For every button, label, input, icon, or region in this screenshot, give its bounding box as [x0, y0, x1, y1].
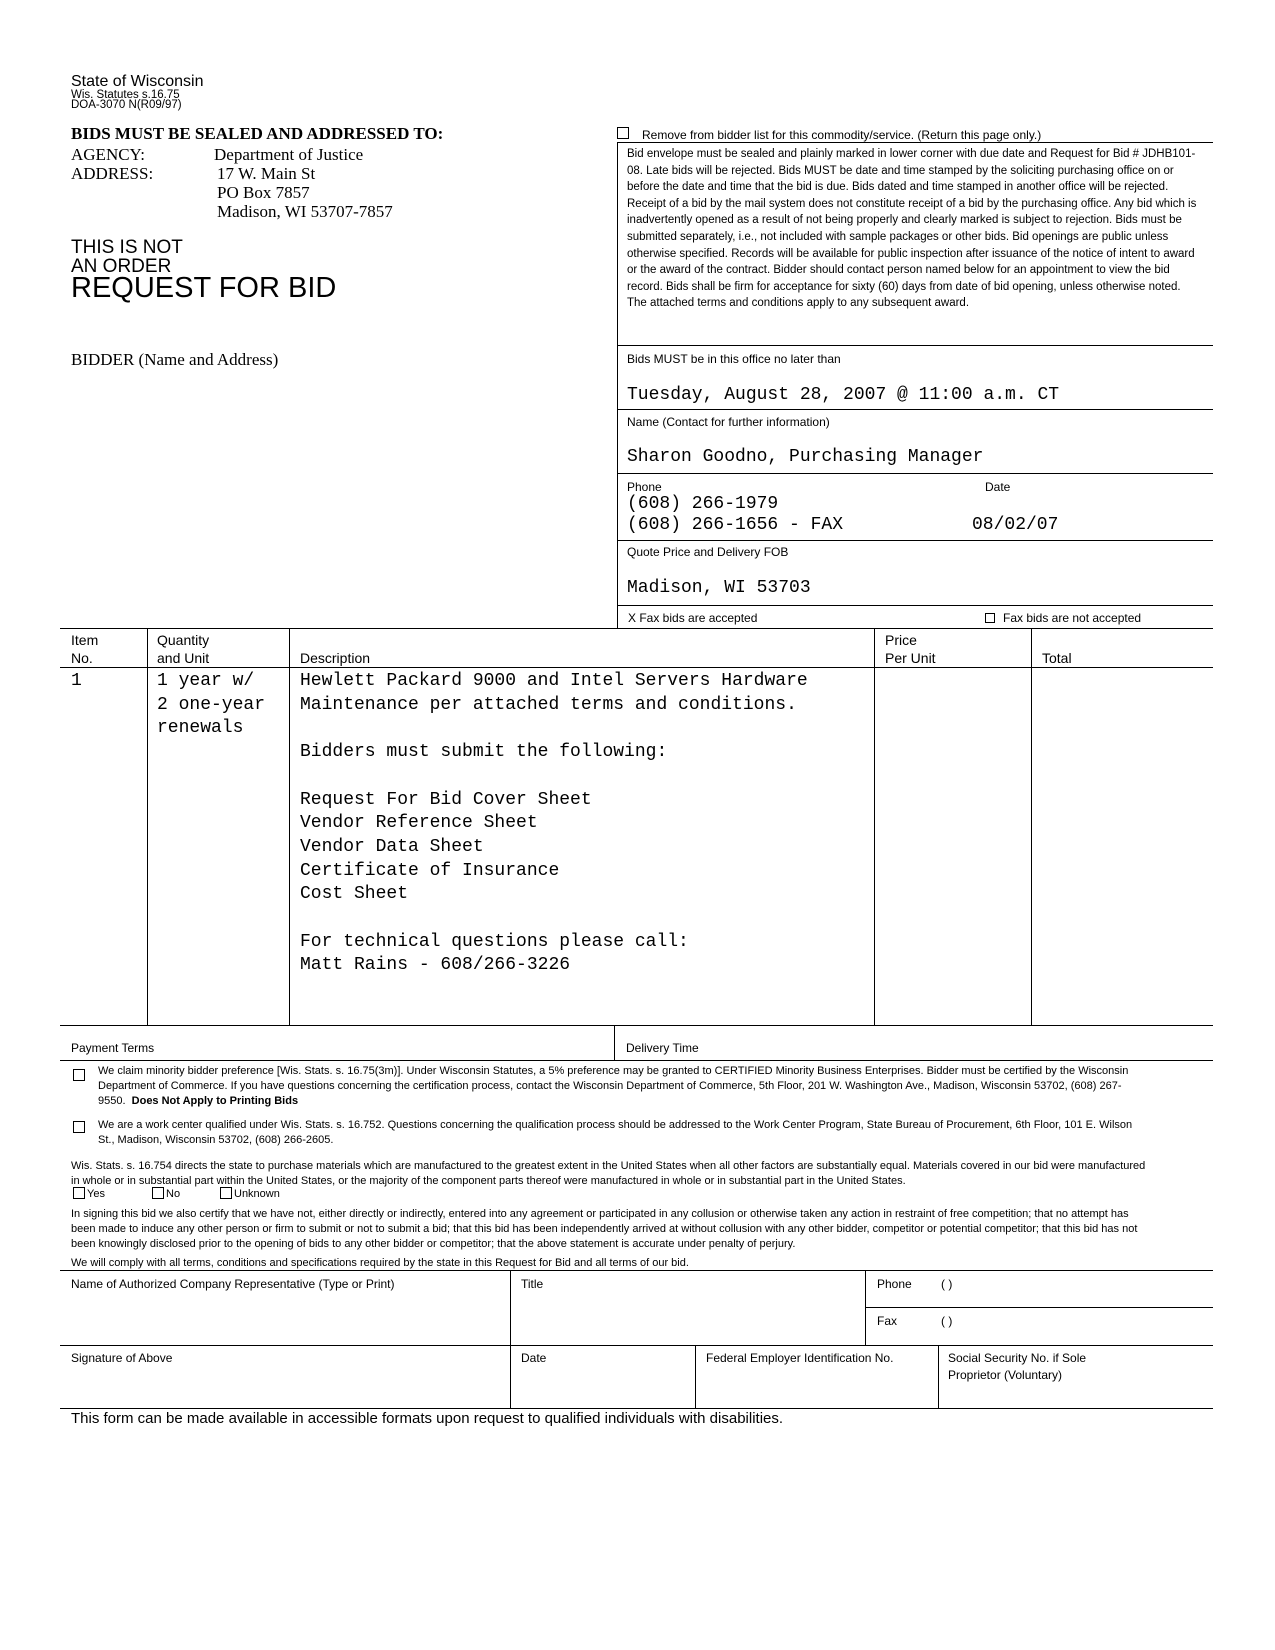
fax-field[interactable]: Fax	[877, 1314, 898, 1328]
header-description: Description	[300, 650, 371, 666]
work-center-text: We are a work center qualified under Wis. Stats. s. 16.752. Questions concerning the qualification process should be addressed to the Work Center Program, State Bureau of Procurement, 6th Floor, 101 E. Wilson St., Madison, Wisconsin 53702, (608) 266-2605.	[98, 1119, 1133, 1146]
fein-field[interactable]: Federal Employer Identification No.	[706, 1351, 894, 1365]
description-line: Hewlett Packard 9000 and Intel Servers Hardware	[300, 671, 808, 691]
payment-terms-label: Payment Terms	[71, 1041, 155, 1055]
sealed-heading: BIDS MUST BE SEALED AND ADDRESSED TO:	[71, 124, 444, 143]
header-per-unit: Per Unit	[885, 650, 936, 666]
description-line: Certificate of Insurance	[300, 860, 560, 881]
page-title: REQUEST FOR BID	[71, 272, 337, 304]
not-order-line-2: AN ORDER	[71, 256, 172, 277]
description-line: Request For Bid Cover Sheet	[300, 789, 592, 810]
title-field[interactable]: Title	[521, 1277, 544, 1291]
deadline-label: Bids MUST be in this office no later than	[627, 352, 841, 366]
minority-preference-checkbox[interactable]	[73, 1069, 85, 1081]
us-made-yes-checkbox[interactable]	[73, 1187, 85, 1199]
phone-value: (608) 266-1979	[627, 494, 779, 514]
header-total: Total	[1042, 650, 1072, 666]
not-order-line-1: THIS IS NOT	[71, 237, 183, 258]
fax-value: (608) 266-1656 - FAX	[627, 515, 844, 535]
header-item-no: No.	[71, 650, 93, 666]
header-quantity: Quantity	[157, 632, 210, 648]
form-number: DOA-3070 N(R09/97)	[71, 99, 182, 111]
description-line: Bidders must submit the following:	[300, 742, 668, 763]
address-label: ADDRESS:	[71, 164, 154, 183]
header-item: Item	[71, 632, 99, 648]
fax-accepted[interactable]: X Fax bids are accepted	[628, 611, 758, 625]
deadline-value: Tuesday, August 28, 2007 @ 11:00 a.m. CT	[627, 385, 1060, 405]
bidder-label: BIDDER (Name and Address)	[71, 350, 279, 369]
description-line: Cost Sheet	[300, 884, 409, 905]
item-number: 1	[71, 671, 82, 691]
us-made-no-checkbox[interactable]	[152, 1187, 164, 1199]
statutes: Wis. Statutes s.16.75	[71, 89, 180, 101]
agency-label: AGENCY:	[71, 145, 145, 164]
right-block-border	[617, 142, 618, 628]
contact-label: Name (Contact for further information)	[627, 415, 830, 429]
us-made-unknown-label: Unknown	[234, 1188, 280, 1200]
state-name: State of Wisconsin	[71, 73, 204, 90]
us-made-text: Wis. Stats. s. 16.754 directs the state to purchase materials which are manufactured to the greatest extent in the United States when all other factors are substantially equal. Materials covered in our bid were manufactured in whole or in substantial part within the United States, or the majority of the component parts thereof were manufactured in whole or in substantial part in the United States.	[71, 1160, 1146, 1187]
signature-field[interactable]: Signature of Above	[71, 1351, 173, 1365]
description-line: Matt Rains - 608/266-3226	[300, 955, 571, 976]
fob-label: Quote Price and Delivery FOB	[627, 545, 789, 559]
description-line: Vendor Reference Sheet	[300, 813, 538, 834]
delivery-time-label: Delivery Time	[626, 1041, 699, 1055]
fax-not-accepted-checkbox[interactable]	[985, 613, 995, 623]
work-center-checkbox[interactable]	[73, 1121, 85, 1133]
minority-preference-text: We claim minority bidder preference [Wis. Stats. s. 16.75(3m)]. Under Wisconsin Statutes, a 5% preference may be granted to CERTIFIED Minority Business Enterprises. Bidder must be certified by the Wisconsin Department of Commerce. If you have questions concerning the certification process, contact the Wisconsin Department of Commerce, 5th Floor, 201 W. Washington Ave., Madison, Wisconsin 53702, (608) 267-9550. Does Not Apply to Printing Bids	[98, 1065, 1129, 1107]
phone-parens: ( )	[941, 1277, 953, 1291]
phone-label: Phone	[627, 480, 662, 494]
ssn-field[interactable]: Social Security No. if Sole	[948, 1351, 1087, 1365]
rep-name-field[interactable]: Name of Authorized Company Representative (Type or Print)	[71, 1277, 395, 1291]
bid-instructions: Bid envelope must be sealed and plainly marked in lower corner with due date and Request for Bid # JDHB101-08. Late bids will be rejected. Bids MUST be date and time stamped by the soliciting purchasing office on or before the date and time that the bid is due. Bids dated and time stamped in another office will be rejected. Receipt of a bid by the mail system does not constitute receipt of a bid by the purchasing office. Any bid which is inadvertently opened as a result of not being properly and clearly marked is subject to rejection. Bids must be submitted separately, i.e., not included with sample packages or other bids. Bid openings are public unless otherwise specified. Records will be available for public inspection after issuance of the notice of intent to award or the award of the contract. Bidder should contact person named below for an appointment to view the bid record. Bids shall be firm for acceptance for sixty (60) days from date of bid opening, unless otherwise noted. The attached terms and conditions apply to any subsequent award.	[627, 148, 1197, 310]
address-line: PO Box 7857	[217, 183, 310, 202]
comply-text: We will comply with all terms, conditions and specifications required by the state in this Request for Bid and all terms of our bid.	[71, 1257, 689, 1269]
header-price: Price	[885, 632, 917, 648]
us-made-yes-label: Yes	[87, 1188, 105, 1200]
fob-value: Madison, WI 53703	[627, 578, 811, 598]
quantity-line: 2 one-year	[157, 694, 266, 715]
us-made-no-label: No	[166, 1188, 181, 1200]
description-line: Vendor Data Sheet	[300, 836, 484, 857]
fax-not-accepted-label: Fax bids are not accepted	[1003, 611, 1142, 625]
contact-value: Sharon Goodno, Purchasing Manager	[627, 447, 984, 467]
remove-from-list-label: Remove from bidder list for this commodity/service. (Return this page only.)	[642, 128, 1042, 142]
address-line: Madison, WI 53707-7857	[217, 202, 393, 221]
certification-text: In signing this bid we also certify that we have not, either directly or indirectly, entered into any agreement or participated in any collusion or otherwise taken any action in restraint of free competition; that no attempt has been made to induce any other person or firm to submit or not to submit a bid; that this bid has been independently arrived at without collusion with any other bidder, competitor or potential competitor; that this bid has not been knowingly disclosed prior to the opening of bids to any other bidder or competitor; that the above statement is accurate under penalty of perjury.	[71, 1208, 1138, 1250]
fax-parens: ( )	[941, 1314, 953, 1328]
signature-date-field[interactable]: Date	[521, 1351, 547, 1365]
header-unit: and Unit	[157, 650, 210, 666]
agency-value: Department of Justice	[214, 145, 364, 164]
description-line: For technical questions please call:	[300, 931, 689, 952]
phone-field[interactable]: Phone	[877, 1277, 912, 1291]
date-label: Date	[985, 480, 1011, 494]
accessibility-footer: This form can be made available in accessible formats upon request to qualified individuals with disabilities.	[71, 1410, 784, 1427]
remove-from-list-checkbox[interactable]	[617, 127, 629, 139]
ssn-field-note: Proprietor (Voluntary)	[948, 1368, 1063, 1382]
date-value: 08/02/07	[972, 515, 1059, 535]
description-line: Maintenance per attached terms and conditions.	[300, 694, 797, 715]
address-line: 17 W. Main St	[217, 164, 316, 183]
quantity-line: renewals	[157, 718, 244, 739]
us-made-unknown-checkbox[interactable]	[220, 1187, 232, 1199]
quantity-line: 1 year w/	[157, 671, 255, 691]
